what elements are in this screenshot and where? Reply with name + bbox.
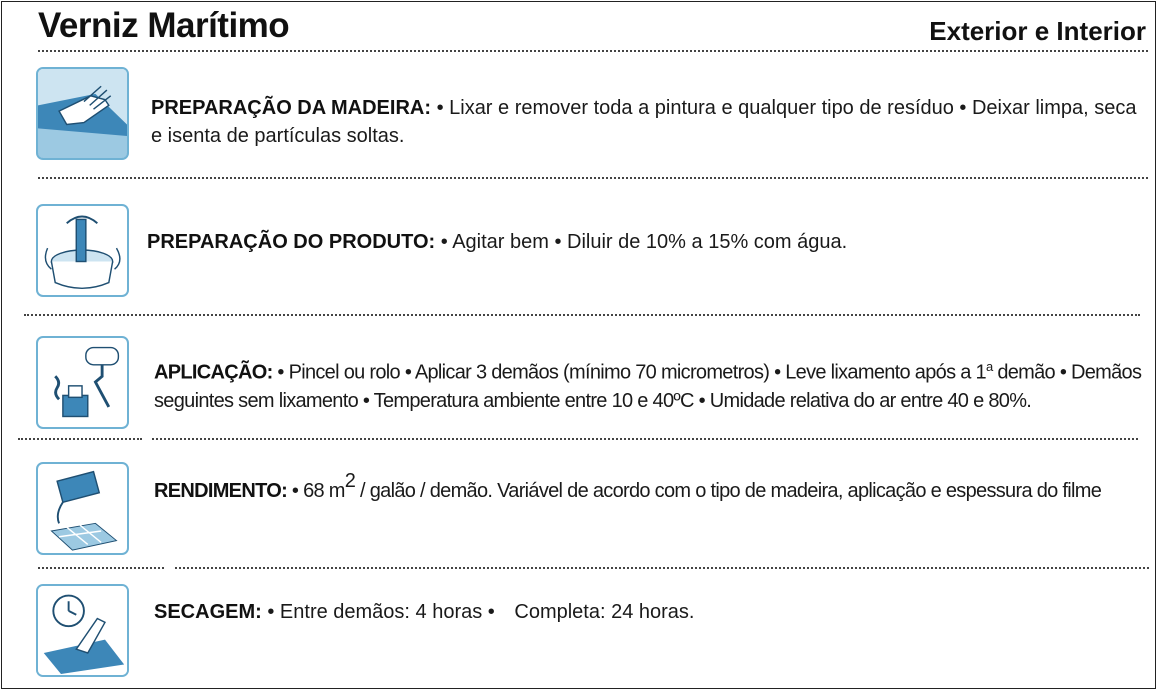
section-aplicacao — [154, 353, 1152, 415]
divider — [175, 567, 1149, 569]
ordinal-superscript: a — [985, 359, 993, 374]
divider — [152, 438, 1138, 440]
section-text: Completa: 24 horas. — [514, 601, 695, 623]
divider — [18, 438, 142, 440]
section-label: PREPARAÇÃO DA MADEIRA: — [151, 97, 431, 119]
section-text: / galão / demão. Variável de acordo com o tipo de madeira, aplicação e espessura do filme — [355, 480, 1102, 502]
section-preparacao-produto — [147, 228, 1147, 256]
clock-hand-icon — [36, 584, 129, 677]
section-label: PREPARAÇÃO DO PRODUTO: — [147, 231, 436, 253]
divider — [38, 50, 1148, 52]
divider — [24, 314, 1140, 316]
divider — [38, 177, 1148, 179]
unit-superscript: 2 — [344, 470, 356, 492]
section-rendimento — [154, 470, 1152, 505]
brush-roller-icon — [36, 336, 129, 429]
divider — [38, 567, 164, 569]
sanding-hand-icon — [36, 67, 129, 160]
section-label: APLICAÇÃO: — [154, 361, 273, 384]
section-text: • Lixar e remover toda a pintura e qualquer tipo de resíduo • Deixar limpa, seca e isenta de partículas soltas. — [151, 97, 1137, 147]
section-text: demão • Demãos seguintes sem lixamento • Temperatura ambiente entre 10 e 40ºC • Umidade relativa do ar entre 40 e 80%. — [154, 361, 1142, 412]
page-title: Verniz Marítimo — [38, 6, 290, 45]
section-text: • Agitar bem • Diluir de 10% a 15% com água. — [440, 231, 848, 253]
stirring-can-icon — [36, 204, 129, 297]
section-label: RENDIMENTO: — [154, 480, 288, 502]
section-text: • Entre demãos: 4 horas • — [267, 601, 495, 623]
section-text: • Pincel ou rolo • Aplicar 3 demãos (mínimo 70 micrometros) • Leve lixamento após a 1 — [277, 361, 986, 384]
section-preparacao-madeira — [151, 94, 1151, 150]
section-label: SECAGEM: — [154, 601, 262, 623]
section-secagem — [154, 598, 1152, 626]
page-subtitle: Exterior e Interior — [929, 16, 1146, 46]
pouring-can-icon — [36, 462, 129, 555]
section-text: • 68 m — [291, 480, 345, 502]
